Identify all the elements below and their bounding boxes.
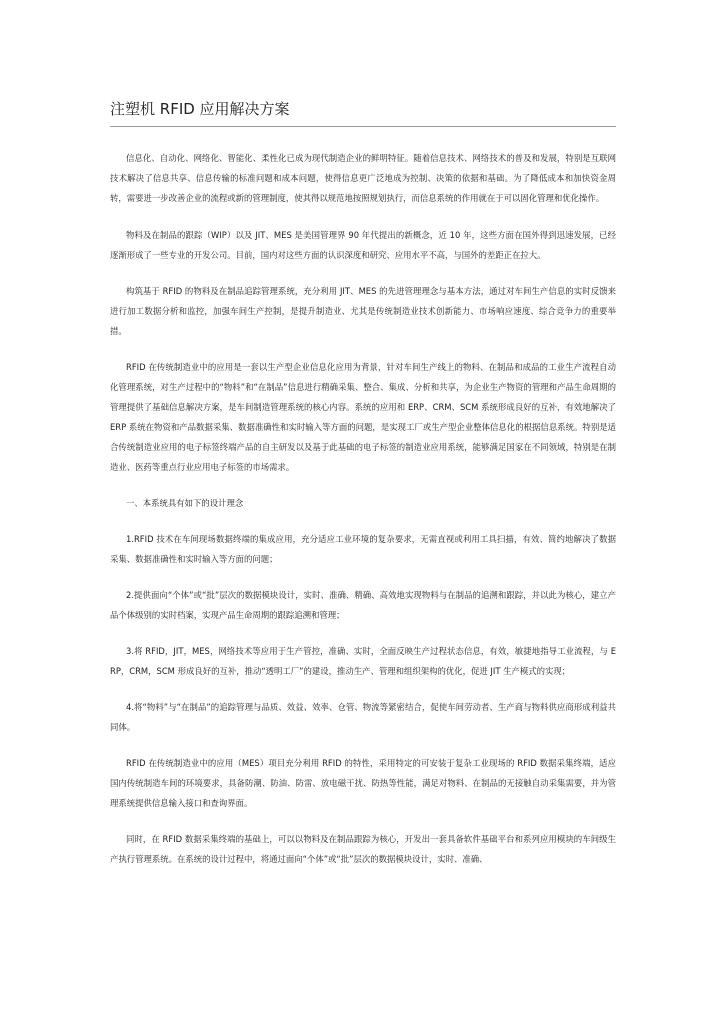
paragraph-intro: 信息化、自动化、网络化、智能化、柔性化已成为现代制造企业的鲜明特征。随着信息技术、网络技术的普及和发展，特别是互联网技术解决了信息共享、信息传输的标准问题和成本问题，使得信息更广泛地成为控制、决策的依据和基础。为了降低成本和加快资金周转，需要进一步改善企业的流程或新的管理制度，使其得以规范地按照规划执行，而信息系统的作用就在于可以固化管理和优化操作。 — [110, 153, 616, 203]
document-title: 注塑机 RFID 应用解决方案 — [110, 100, 290, 118]
design-concept-4: 4.将“物料”与“在制品”的追踪管理与品质、效益、效率、仓管、物流等紧密结合，促使车间劳动者、生产商与物料供应商形成利益共同体。 — [110, 702, 616, 732]
paragraph-mes-project: RFID 在传统制造业中的应用（MES）项目充分利用 RFID 的特性，采用特定的可安装于复杂工业现场的 RFID 数据采集终端，适应国内传统制造车间的环境要求，具备防潮、防油、防雷、放电磁干扰、防热等性能，满足对物料、在制品的无接触自动采集需要，并为管理系统提供信息输入接口和查询界面。 — [110, 758, 616, 808]
paragraph-wip-jit-mes: 物料及在制品的跟踪（WIP）以及 JIT、MES 是美国管理界 90 年代提出的新概念，近 10 年，这些方面在国外得到迅速发展，已经逐渐形成了一些专业的开发公司。目前，国内对这些方面的认识深度和研究、应用水平不高，与国外的差距正在拉大。 — [110, 230, 616, 260]
design-concept-2: 2.提供面向“个体”或“批”层次的数据模块设计，实时、准确、精确、高效地实现物料与在制品的追溯和跟踪，并以此为核心，建立产品个体级别的实时档案，实现产品生命周期的跟踪追溯和管理； — [110, 590, 616, 620]
paragraph-rfid-system: 构筑基于 RFID 的物料及在制品追踪管理系统，充分利用 JIT、MES 的先进管理理念与基本方法，通过对车间生产信息的实时反馈来进行加工数据分析和监控，加强车间生产控制，是提升制造业、尤其是传统制造业技术创新能力、市场响应速度、综合竞争力的重要举措。 — [110, 286, 616, 336]
design-concept-3: 3.将 RFID，JIT，MES，网络技术等应用于生产管控，准确、实时，全面反映生产过程状态信息，有效，敏捷地指导工业流程，与 ERP，CRM，SCM 形成良好的互补，推动“透明工厂”的建设，推动生产、管理和组织架构的优化，促进 JIT 生产模式的实现； — [110, 646, 616, 676]
paragraph-execution-system: 同时，在 RFID 数据采集终端的基础上，可以以物料及在制品跟踪为核心，开发出一套具备软件基础平台和系列应用模块的车间级生产执行管理系统。在系统的设计过程中，将通过面向“个体”或“批”层次的数据模块设计，实时、准确、 — [110, 834, 616, 864]
title-divider — [110, 126, 616, 127]
section-heading-design-concepts: 一、本系统具有如下的设计理念 — [126, 498, 244, 508]
paragraph-rfid-application: RFID 在传统制造业中的应用是一套以生产型企业信息化应用为背景，针对车间生产线上的物料、在制品和成品的工业生产流程自动化管理系统，对生产过程中的“物料”和“在制品”信息进行精确采集、整合、集成、分析和共享，为企业生产物资的管理和产品生命周期的管理提供了基础信息解决方案，是车间制造管理系统的核心内容。系统的应用和 ERP、CRM、SCM 系统形成良好的互补，有效地解决了 ERP 系统在物资和产品数据采集、数据准确性和实时输入等方面的问题，是实现工厂或生产型企业整体信息化的根据信息系统。特别是适合传统制造业应用的电子标签终端产品的自主研发以及基于此基础的电子标签的制造业应用系统，能够满足国家在不同领域，特别是在制造业、医药等重点行业应用电子标签的市场需求。 — [110, 362, 616, 472]
design-concept-1: 1.RFID 技术在车间现场数据终端的集成应用，充分适应工业环境的复杂要求，无需直视或利用工具扫描，有效、简约地解决了数据采集、数据准确性和实时输入等方面的问题； — [110, 534, 616, 564]
document-body — [110, 148, 616, 885]
